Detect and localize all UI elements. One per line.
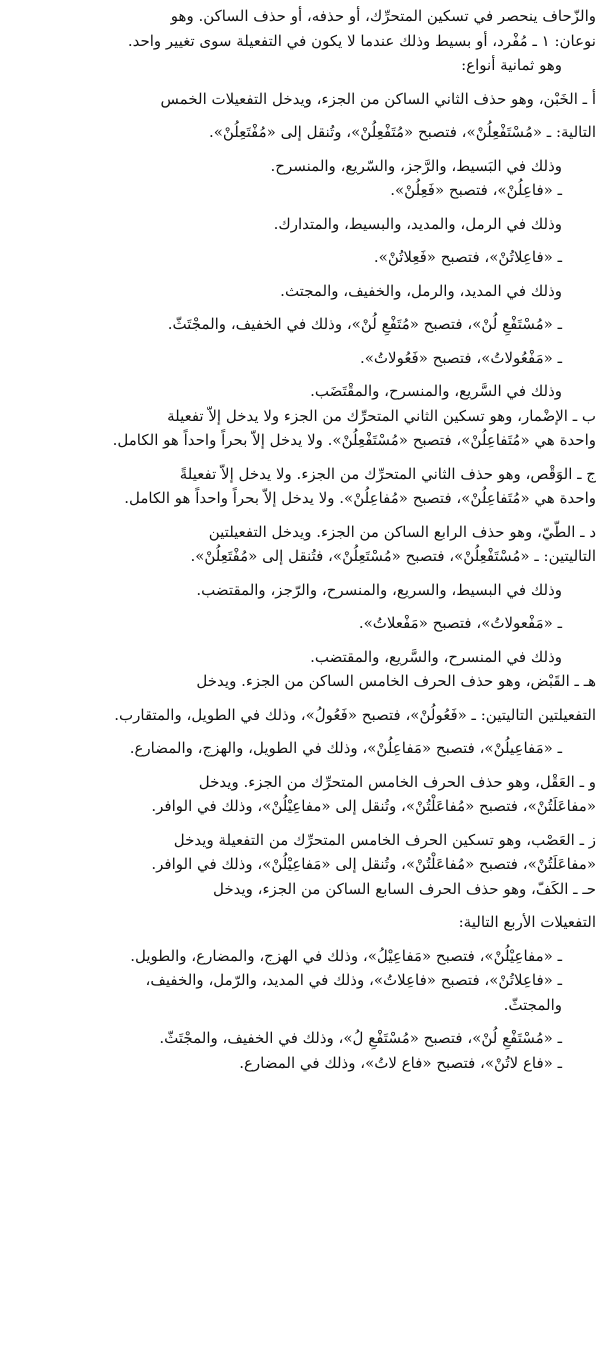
- text-line: هـ ـ القَبْض، وهو حذف الحرف الخامس الساكن من الجزء. ويدخل: [196, 672, 596, 690]
- text-line: ـ «مفاعِيْلُنْ»، فتصبح «مَفاعِيْلُ»، وذلك في الهزج، والمضارع، والطويل.: [130, 946, 562, 965]
- text-line: واحدة هي «مُتَفاعِلُنْ»، فتصبح «مُسْتَفْعِلُنْ». ولا يدخل إلاّ بحراً واحداً هو الكامل.: [112, 431, 596, 449]
- text-line: وذلك في البَسيط، والرَّجز، والسّريع، والمنسرح.: [270, 156, 562, 175]
- text-line: «مفاعَلَتُنْ»، فتصبح «مُفاعَلْتُنْ»، وتُنقل إلى «مفاعِيْلُنْ»، وذلك في الوافر.: [151, 797, 596, 815]
- text-line: نوعان: ١ ـ مُفْرد، أو بسيط وذلك عندما لا يكون في التفعيلة سوى تغيير واحد.: [127, 31, 596, 50]
- text-line: ـ «مَفْعولاتُ»، فتصبح «مَفْعلاتُ».: [358, 614, 562, 632]
- text-line: د ـ الطّيّ، وهو حذف الرابع الساكن من الجزء. ويدخل التفعيلتين: [208, 522, 596, 541]
- text-line: «مفاعَلَتُنْ»، فتصبح «مُفاعَلْتُنْ»، وتُنقل إلى «مَفاعِيْلُنْ»، وذلك في الوافر.: [151, 855, 596, 873]
- text-line: ـ «فاعِلُنْ»، فتصبح «فَعِلُنْ».: [390, 181, 562, 199]
- text-line: ب ـ الإضْمار، وهو تسكين الثاني المتحرِّك من الجزء ولا يدخل إلاّ تفعيلة: [167, 406, 596, 425]
- text-line: وذلك في البسيط، والسريع، والمنسرح، والرّجز، والمقتضب.: [196, 580, 562, 599]
- text-line: التالية: ـ «مُسْتَفْعِلُنْ»، فتصبح «مُتَفْعِلُنْ»، وتُنقل إلى «مُفْتَعِلُنْ».: [208, 123, 596, 141]
- text-line: وذلك في الرمل، والمديد، والبسيط، والمتدارك.: [273, 214, 562, 233]
- text-line: التفعيلتين التاليتين: ـ «فَعُولُنْ»، فتصبح «فَعُولُ»، وذلك في الطويل، والمتقارب.: [114, 705, 596, 724]
- text-line: واحدة هي «مُتَفاعِلُنْ»، فتصبح «مُفاعِلُنْ». ولا يدخل إلاّ بحراً واحداً هو الكامل.: [124, 489, 596, 507]
- text-line: أ ـ الخَبْن، وهو حذف الثاني الساكن من الجزء، ويدخل التفعيلات الخمس: [160, 89, 596, 108]
- text-line: ـ «مَفاعِيلُنْ»، فتصبح «مَفاعِلُنْ»، وذلك في الطويل، والهزج، والمضارع.: [129, 739, 562, 757]
- text-line: ز ـ العَصْب، وهو تسكين الحرف الخامس المتحرِّك من التفعيلة ويدخل: [173, 830, 596, 849]
- text-line: وذلك في السَّريع، والمنسرح، والمقْتَضَب.: [310, 382, 562, 400]
- text-line: ج ـ الوَقْص، وهو حذف الثاني المتحرِّك من الجزء. ولا يدخل إلاّ تفعيلةً: [179, 464, 596, 483]
- text-line: و ـ العَقْل، وهو حذف الحرف الخامس المتحرِّك من الجزء. ويدخل: [198, 772, 596, 791]
- text-line: ـ «مُسْتَفْعِ لُنْ»، فتصبح «مُتَفْعِ لُنْ»، وذلك في الخفيف، والمجْتَثّ.: [167, 315, 562, 333]
- text-line: وهو ثمانية أنواع:: [461, 56, 562, 74]
- text-line: ـ «فاعِلاتُنْ»، فتصبح «فَعِلاتُنْ».: [373, 248, 562, 266]
- text-line: ـ «فاعِلاتُنْ»، فتصبح «فاعِلاتُ»، وذلك في المديد، والرّمل، والخفيف،: [145, 971, 562, 989]
- text-line: ـ «مُسْتَفْعِ لُنْ»، فتصبح «مُسْتَفْعِ لُ»، وذلك في الخفيف، والمجْتَثّ.: [159, 1029, 562, 1047]
- text-line: والزّحاف ينحصر في تسكين المتحرِّك، أو حذفه، أو حذف الساكن. وهو: [170, 7, 596, 25]
- text-line: حـ ـ الكَفّ، وهو حذف الحرف السابع الساكن من الجزء، ويدخل: [212, 879, 596, 898]
- text-line: والمجتثّ.: [503, 995, 562, 1014]
- text-line: ـ «فاع لاتُنْ»، فتصبح «فاع لاتُ»، وذلك في المضارع.: [239, 1053, 562, 1072]
- text-line: التفعيلات الأربع التالية:: [458, 913, 596, 931]
- text-line: التاليتين: ـ «مُسْتَفْعِلُنْ»، فتصبح «مُسْتَعِلُنْ»، فتُنقل إلى «مُفْتَعِلُنْ».: [190, 547, 596, 565]
- text-line: ـ «مَفْعُولاتُ»، فتصبح «فَعُولاتُ».: [359, 348, 562, 367]
- text-line: وذلك في المديد، والرمل، والخفيف، والمجتث.: [280, 281, 562, 300]
- text-line: وذلك في المنسرح، والسَّريع، والمقتضب.: [310, 647, 562, 666]
